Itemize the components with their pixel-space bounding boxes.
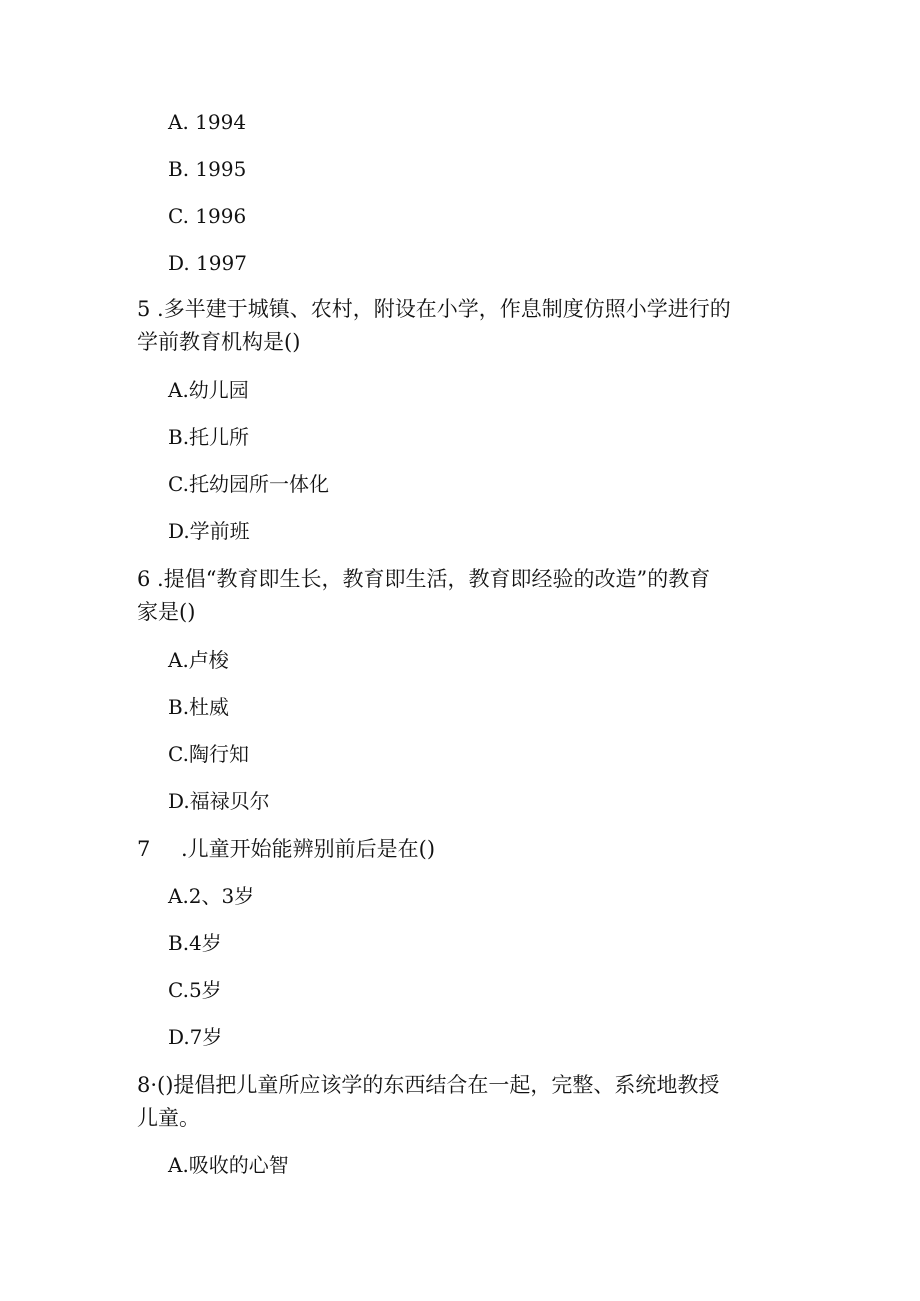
q6-option-d: D.福禄贝尔 [168, 789, 270, 813]
q6-option-a: A.卢梭 [168, 648, 229, 672]
q4-option-a: A. 1994 [168, 110, 247, 134]
q5-text-line2: 学前教育机构是() [137, 330, 301, 354]
q7-number: 7 [137, 837, 151, 861]
q5-number: 5 [137, 297, 151, 321]
q8-option-a: A.吸收的心智 [168, 1153, 289, 1177]
q7-text-line1: .儿童开始能辨别前后是在() [181, 837, 436, 861]
q6-option-b: B.杜威 [168, 695, 230, 719]
q8-text-line1: 8·()提倡把儿童所应该学的东西结合在一起，完整、系统地教授 [137, 1073, 720, 1097]
q5-text-line1: .多半建于城镇、农村，附设在小学，作息制度仿照小学进行的 [150, 297, 731, 321]
q6-text-line1: .提倡“教育即生长，教育即生活，教育即经验的改造”的教育 [150, 567, 711, 591]
q5-option-b: B.托儿所 [168, 425, 250, 449]
q6-number: 6 [137, 567, 151, 591]
q6-text-line2: 家是() [137, 600, 196, 624]
q4-option-b: B. 1995 [168, 157, 247, 181]
q6-question [137, 569, 710, 590]
q5-option-d: D.学前班 [168, 519, 250, 543]
q7-option-d: D.7岁 [168, 1025, 223, 1049]
q7-question [137, 839, 435, 860]
q7-option-b: B.4岁 [168, 931, 222, 955]
q5-option-a: A.幼儿园 [168, 378, 249, 402]
q5-question [137, 299, 731, 320]
q7-option-a: A.2、3岁 [168, 884, 255, 908]
q8-text-line2: 儿童。 [137, 1106, 200, 1130]
q4-option-d: D. 1997 [168, 251, 247, 275]
q6-option-c: C.陶行知 [168, 742, 249, 766]
q7-option-c: C.5岁 [168, 978, 222, 1002]
q5-option-c: C.托幼园所一体化 [168, 472, 329, 496]
q4-option-c: C. 1996 [168, 204, 247, 228]
